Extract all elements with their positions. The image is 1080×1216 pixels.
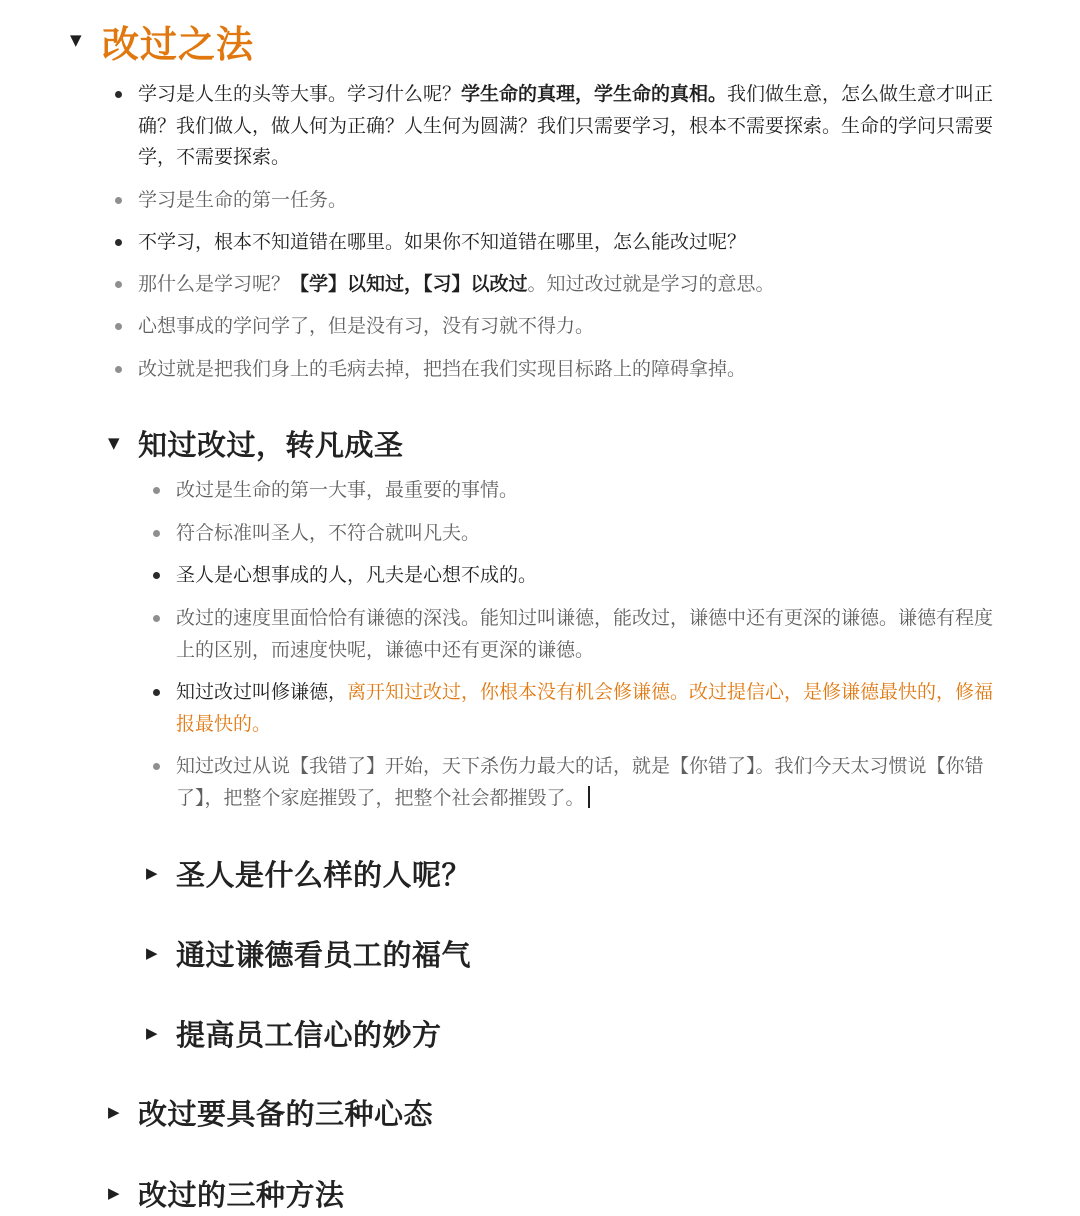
bullet-dot	[153, 615, 160, 622]
triangle-down-icon[interactable]: ▼	[108, 434, 120, 452]
text: 改过的速度里面恰恰有谦德的深浅。能知过叫谦德，能改过，谦德中还有更深的谦德。谦德有程度上的区别，而速度快呢，谦德中还有更深的谦德。	[176, 607, 994, 661]
triangle-right-icon[interactable]: ▶	[146, 944, 158, 962]
list-item	[176, 603, 996, 666]
bullet-dot	[115, 197, 122, 204]
bullet-dot	[115, 239, 122, 246]
text-cursor	[588, 786, 590, 808]
list-item	[138, 269, 996, 301]
list-item	[138, 227, 996, 259]
heading-section: 知过改过，转凡成圣	[138, 428, 404, 462]
text: 改过就是把我们身上的毛病去掉，把挡在我们实现目标路上的障碍拿掉。	[138, 358, 747, 380]
highlight-text: 离开知过改过，你根本没有机会修谦德。改过提信心，是修谦德最快的，修福报最快的。	[176, 681, 994, 735]
text: 不学习，根本不知道错在哪里。如果你不知道错在哪里，怎么能改过呢？	[138, 231, 747, 253]
list-item	[176, 518, 996, 550]
bold-text: 学生命的真理，学生命的真相。	[461, 83, 728, 105]
triangle-right-icon[interactable]: ▶	[108, 1184, 120, 1202]
bullet-dot	[153, 763, 160, 770]
list-item	[138, 354, 996, 386]
triangle-right-icon[interactable]: ▶	[146, 864, 158, 882]
bullet-dot	[115, 323, 122, 330]
text: 符合标准叫圣人，不符合就叫凡夫。	[176, 522, 481, 544]
bullet-dot	[115, 91, 122, 98]
bullet-dot	[153, 572, 160, 579]
list-item	[138, 185, 996, 217]
triangle-right-icon[interactable]: ▶	[108, 1103, 120, 1121]
text: 学习是人生的头等大事。学习什么呢？	[138, 83, 462, 105]
text: 知过改过叫修谦德，	[176, 681, 348, 703]
list-item	[176, 677, 996, 740]
bullet-dot	[153, 530, 160, 537]
heading-collapsed[interactable]: 改过要具备的三种心态	[138, 1097, 434, 1131]
list-item	[176, 475, 996, 507]
heading-collapsed[interactable]: 通过谦德看员工的福气	[176, 938, 472, 972]
bullet-dot	[153, 487, 160, 494]
heading-collapsed[interactable]: 改过的三种方法	[138, 1178, 345, 1212]
heading-main: 改过之法	[102, 23, 254, 66]
text: 我们做生意，怎么做生意才叫正确？我们做人，做人何为正确？人生何为圆满？我们只需要学习，根本不需要探索。生命的学问只需要学，不需要探索。	[138, 83, 994, 168]
list-item	[176, 751, 996, 814]
heading-collapsed[interactable]: 提高员工信心的妙方	[176, 1018, 442, 1052]
heading-collapsed[interactable]: 圣人是什么样的人呢？	[176, 858, 472, 892]
list-item	[176, 560, 996, 592]
list-item	[138, 311, 996, 343]
text: 心想事成的学问学了，但是没有习，没有习就不得力。	[138, 315, 595, 337]
triangle-down-icon[interactable]: ▼	[70, 31, 82, 49]
bullet-dot	[153, 689, 160, 696]
bullet-dot	[115, 281, 122, 288]
triangle-right-icon[interactable]: ▶	[146, 1024, 158, 1042]
text: 知过改过从说【我错了】开始，天下杀伤力最大的话，就是【你错了】。我们今天太习惯说【你错了】，把整个家庭摧毁了，把整个社会都摧毁了。	[176, 755, 984, 809]
text: 那什么是学习呢？	[138, 273, 291, 295]
text: 学习是生命的第一任务。	[138, 189, 348, 211]
text: 。知过改过就是学习的意思。	[527, 273, 775, 295]
list-item	[138, 79, 996, 174]
text: 改过是生命的第一大事，最重要的事情。	[176, 479, 519, 501]
text: 圣人是心想事成的人，凡夫是心想不成的。	[176, 564, 538, 586]
bullet-dot	[115, 366, 122, 373]
bold-text: 【学】以知过，【习】以改过	[290, 273, 528, 295]
